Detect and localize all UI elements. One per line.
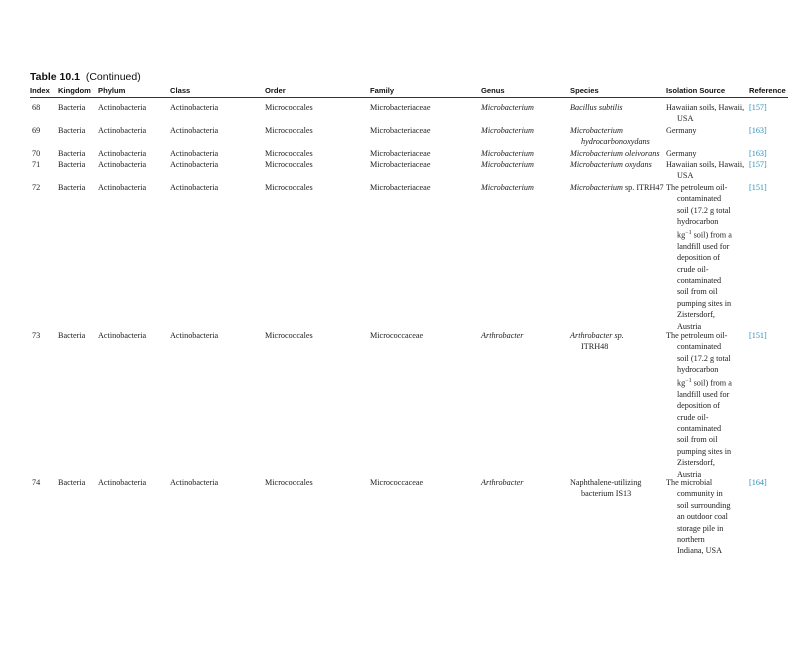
- table-caption-note: (Continued): [85, 71, 141, 83]
- cell-genus: Microbacterium: [481, 126, 534, 135]
- source-line: community in: [677, 489, 723, 499]
- cell-source: Germany: [666, 149, 697, 158]
- cell-species: Microbacterium oleivorans: [570, 149, 660, 158]
- header-phylum: Phylum: [98, 86, 126, 95]
- header-genus: Genus: [481, 86, 505, 95]
- source-line: soil surrounding: [677, 500, 731, 510]
- cell-order: Micrococcales: [265, 183, 313, 192]
- source-line-part: kg: [677, 230, 686, 240]
- cell-order: Micrococcales: [265, 331, 313, 340]
- cell-order: Micrococcales: [265, 103, 313, 112]
- cell-family: Micrococcaceae: [370, 478, 424, 487]
- source-line: crude oil-: [677, 264, 709, 274]
- source-line: [666, 376, 732, 389]
- table-caption: [30, 71, 141, 83]
- cell-reference-link[interactable]: [151]: [749, 331, 767, 340]
- cell-source: [666, 477, 730, 557]
- source-line: Zistersdorf,: [677, 310, 715, 320]
- source-line: The petroleum oil-: [666, 183, 728, 192]
- source-line-part: kg: [677, 378, 686, 388]
- cell-index: 73: [32, 331, 41, 340]
- cell-species: [570, 182, 664, 193]
- table-caption-label: Table 10.1: [30, 71, 80, 83]
- cell-order: Micrococcales: [265, 149, 313, 158]
- cell-class: Actinobacteria: [170, 126, 219, 135]
- source-line: Indiana, USA: [677, 546, 723, 556]
- header-isolation-source: Isolation Source: [666, 86, 726, 95]
- source-line: hydrocarbon: [677, 365, 719, 375]
- cell-kingdom: Bacteria: [58, 160, 86, 169]
- cell-source: Hawaiian soils, Hawaii, USA: [666, 103, 745, 124]
- cell-genus: Arthrobacter: [481, 331, 524, 340]
- cell-genus: Microbacterium: [481, 103, 534, 112]
- cell-species: Microbacterium hydrocarbonoxydans: [570, 126, 650, 147]
- source-line: landfill used for: [677, 241, 730, 251]
- cell-reference-link[interactable]: [157]: [749, 160, 767, 169]
- cell-phylum: Actinobacteria: [98, 183, 147, 192]
- cell-order: Micrococcales: [265, 478, 313, 487]
- cell-reference-link[interactable]: [163]: [749, 126, 767, 135]
- cell-kingdom: Bacteria: [58, 126, 86, 135]
- cell-phylum: Actinobacteria: [98, 103, 147, 112]
- source-line: hydrocarbon: [677, 217, 719, 227]
- cell-phylum: Actinobacteria: [98, 126, 147, 135]
- source-line: deposition of: [677, 253, 720, 263]
- cell-index: 68: [32, 103, 41, 112]
- cell-index: 74: [32, 478, 41, 487]
- cell-species: [570, 330, 624, 353]
- cell-genus: Microbacterium: [481, 160, 534, 169]
- source-line: contaminated: [677, 194, 722, 204]
- cell-kingdom: Bacteria: [58, 331, 86, 340]
- cell-phylum: Actinobacteria: [98, 149, 147, 158]
- cell-phylum: Actinobacteria: [98, 478, 147, 487]
- source-line: northern: [677, 535, 705, 545]
- cell-kingdom: Bacteria: [58, 103, 86, 112]
- source-line: soil from oil: [677, 287, 718, 297]
- cell-order: Micrococcales: [265, 160, 313, 169]
- header-index: Index: [30, 86, 50, 95]
- cell-family: Micrococcaceae: [370, 331, 424, 340]
- cell-family: Microbacteriaceae: [370, 103, 431, 112]
- source-line: contaminated: [677, 342, 722, 352]
- source-line: Zistersdorf,: [677, 458, 715, 468]
- source-line: crude oil-: [677, 412, 709, 422]
- cell-family: Microbacteriaceae: [370, 149, 431, 158]
- cell-reference-link[interactable]: [157]: [749, 103, 767, 112]
- species-rest-text: ITRH48: [581, 342, 609, 352]
- source-line: soil (17.2 g total: [677, 353, 731, 363]
- superscript: −1: [685, 229, 692, 236]
- source-line-part: soil) from a: [693, 230, 732, 240]
- source-line: Austria: [677, 321, 702, 331]
- cell-order: Micrococcales: [265, 126, 313, 135]
- cell-index: 70: [32, 149, 41, 158]
- source-line: [666, 228, 732, 241]
- cell-species: Bacillus subtilis: [570, 103, 623, 112]
- header-species: Species: [570, 86, 599, 95]
- header-order: Order: [265, 86, 286, 95]
- species-rest-text: sp. ITRH47: [624, 183, 664, 192]
- source-line: deposition of: [677, 401, 720, 411]
- source-line-part: soil) from a: [693, 378, 732, 388]
- cell-index: 71: [32, 160, 41, 169]
- cell-genus: Arthrobacter: [481, 478, 524, 487]
- species-italic-text: Arthrobacter sp.: [570, 331, 624, 340]
- cell-class: Actinobacteria: [170, 183, 219, 192]
- cell-class: Actinobacteria: [170, 331, 219, 340]
- source-line: landfill used for: [677, 389, 730, 399]
- cell-species: Microbacterium oxydans: [570, 160, 652, 169]
- header-kingdom: Kingdom: [58, 86, 91, 95]
- source-line: soil (17.2 g total: [677, 205, 731, 215]
- cell-reference-link[interactable]: [164]: [749, 478, 767, 487]
- header-reference: Reference: [749, 86, 786, 95]
- header-family: Family: [370, 86, 395, 95]
- cell-class: Actinobacteria: [170, 149, 219, 158]
- source-line: contaminated: [677, 423, 722, 433]
- source-line: Austria: [677, 469, 702, 479]
- cell-source: [666, 330, 732, 480]
- source-line: soil from oil: [677, 435, 718, 445]
- cell-source: [666, 182, 732, 332]
- cell-species: Naphthalene-utilizing bacterium IS13: [570, 478, 642, 499]
- cell-index: 72: [32, 183, 41, 192]
- cell-class: Actinobacteria: [170, 160, 219, 169]
- cell-family: Microbacteriaceae: [370, 183, 431, 192]
- cell-source: Germany: [666, 126, 697, 135]
- cell-family: Microbacteriaceae: [370, 160, 431, 169]
- source-line: The microbial: [666, 478, 713, 487]
- source-line: an outdoor coal: [677, 512, 728, 522]
- cell-reference-link[interactable]: [163]: [749, 149, 767, 158]
- cell-class: Actinobacteria: [170, 103, 219, 112]
- cell-kingdom: Bacteria: [58, 149, 86, 158]
- source-line: storage pile in: [677, 523, 724, 533]
- cell-genus: Microbacterium: [481, 183, 534, 192]
- cell-phylum: Actinobacteria: [98, 160, 147, 169]
- cell-phylum: Actinobacteria: [98, 331, 147, 340]
- cell-source: Hawaiian soils, Hawaii, USA: [666, 160, 745, 181]
- cell-kingdom: Bacteria: [58, 478, 86, 487]
- source-line: pumping sites in: [677, 298, 732, 308]
- source-line: The petroleum oil-: [666, 331, 728, 340]
- source-line: pumping sites in: [677, 446, 732, 456]
- cell-family: Microbacteriaceae: [370, 126, 431, 135]
- cell-index: 69: [32, 126, 41, 135]
- species-italic-text: Microbacterium: [570, 183, 623, 192]
- cell-genus: Microbacterium: [481, 149, 534, 158]
- cell-class: Actinobacteria: [170, 478, 219, 487]
- superscript: −1: [685, 377, 692, 384]
- source-line: contaminated: [677, 275, 722, 285]
- cell-reference-link[interactable]: [151]: [749, 183, 767, 192]
- header-rule: [30, 97, 788, 98]
- cell-kingdom: Bacteria: [58, 183, 86, 192]
- header-class: Class: [170, 86, 191, 95]
